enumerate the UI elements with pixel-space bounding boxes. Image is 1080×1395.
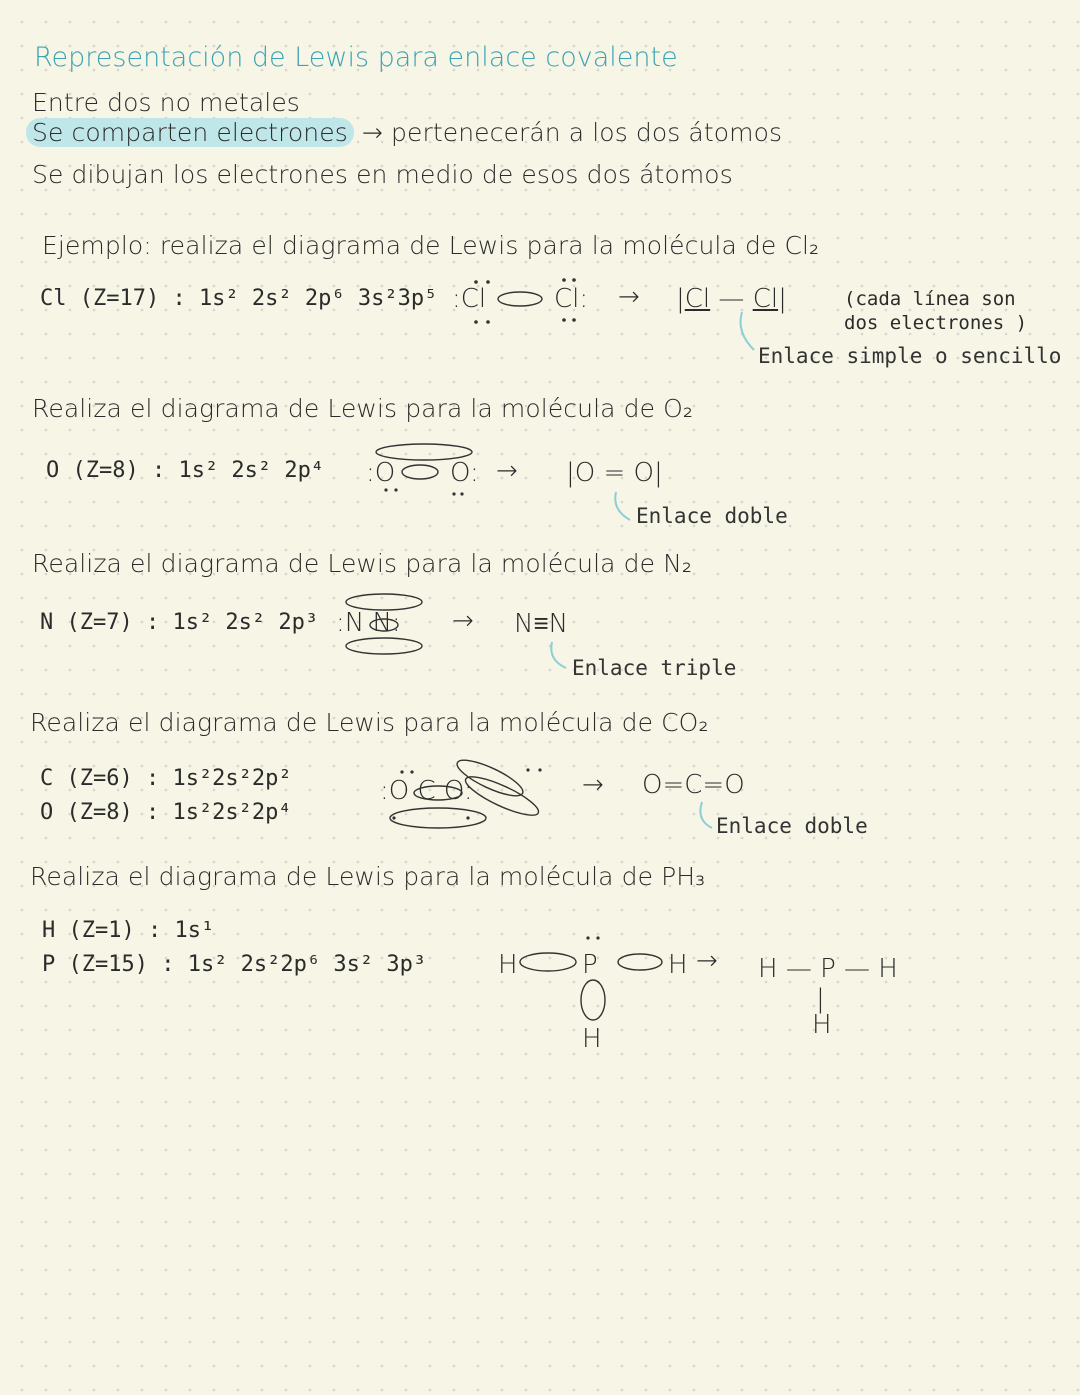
cl2-lewis-left-atom: :Cl [452,284,487,314]
ph3-result-vertical-bond: | [816,984,825,1014]
co2-lewis-result: O=C=O [642,770,745,800]
o2-electron-config: O (Z=8) : 1s² 2s² 2p⁴ [46,458,325,483]
n2-lewis-structure: :N N: [336,608,401,638]
cl2-arrow-icon: → [618,282,640,312]
ph3-lewis-h-left: H [498,950,518,980]
co2-config-carbon: C (Z=6) : 1s²2s²2p² [40,766,292,791]
n2-electron-config: N (Z=7) : 1s² 2s² 2p³ [40,610,319,635]
ph3-config-phosphorus: P (Z=15) : 1s² 2s²2p⁶ 3s² 3p³ [42,952,427,977]
cl2-lewis-result [676,284,787,314]
ph3-lewis-h-bottom: H [582,1024,602,1054]
cl-atom: Cl [684,284,711,314]
o2-lewis-right-atom: O: [450,458,479,488]
lone-pair-bar: | [676,284,685,314]
highlighted-phrase: Se comparten electrones [26,118,354,147]
n2-heading: Realiza el diagrama de Lewis para la molécula de N₂ [32,549,693,578]
ph3-config-hydrogen: H (Z=1) : 1s¹ [42,918,215,943]
ph3-heading: Realiza el diagrama de Lewis para la molécula de PH₃ [30,862,706,891]
n2-bond-label: Enlace triple [572,656,737,680]
o2-lewis-left-atom: :O [366,458,396,488]
ph3-arrow-icon: → [696,946,718,976]
lone-pair-bar: | [778,284,787,314]
o2-arrow-icon: → [496,456,518,486]
intro-line-2 [32,118,782,147]
cl-atom: Cl [752,284,779,314]
co2-bond-label: Enlace doble [716,814,868,838]
co2-config-oxygen: O (Z=8) : 1s²2s²2p⁴ [40,800,292,825]
n2-lewis-result: N≡N [514,609,569,639]
cl2-heading: Ejemplo: realiza el diagrama de Lewis para la molécula de Cl₂ [42,231,820,260]
cl2-electron-config: Cl (Z=17) : 1s² 2s² 2p⁶ 3s²3p⁵ [40,286,438,311]
co2-arrow-icon: → [582,770,604,800]
intro-line-3: Se dibujan los electrones en medio de esos dos átomos [32,160,733,189]
ph3-lewis-result: H — P — H [758,954,898,984]
cl2-lewis-right-atom: Cl: [554,284,589,314]
cl2-note-line-1: (cada línea son [844,288,1016,310]
cl2-note-line-2: dos electrones ) [844,312,1028,334]
co2-lewis-structure: :O C O: [380,776,473,806]
co2-heading: Realiza el diagrama de Lewis para la molécula de CO₂ [30,708,709,737]
single-bond: — [710,284,753,314]
right-arrow-icon: → [361,118,383,147]
cl2-bond-label: Enlace simple o sencillo [758,344,1062,368]
page-title: Representación de Lewis para enlace covalente [34,42,678,73]
intro-line-2-rest: pertenecerán a los dos átomos [391,118,783,147]
ph3-lewis-h-right: H [668,950,688,980]
o2-bond-label: Enlace doble [636,504,788,528]
ph3-lewis-p: P [582,950,598,980]
o2-heading: Realiza el diagrama de Lewis para la molécula de O₂ [32,394,694,423]
intro-line-1: Entre dos no metales [32,88,300,117]
ph3-result-h-bottom: H [812,1010,832,1040]
o2-lewis-result: |O = O| [566,458,663,488]
n2-arrow-icon: → [452,606,474,636]
